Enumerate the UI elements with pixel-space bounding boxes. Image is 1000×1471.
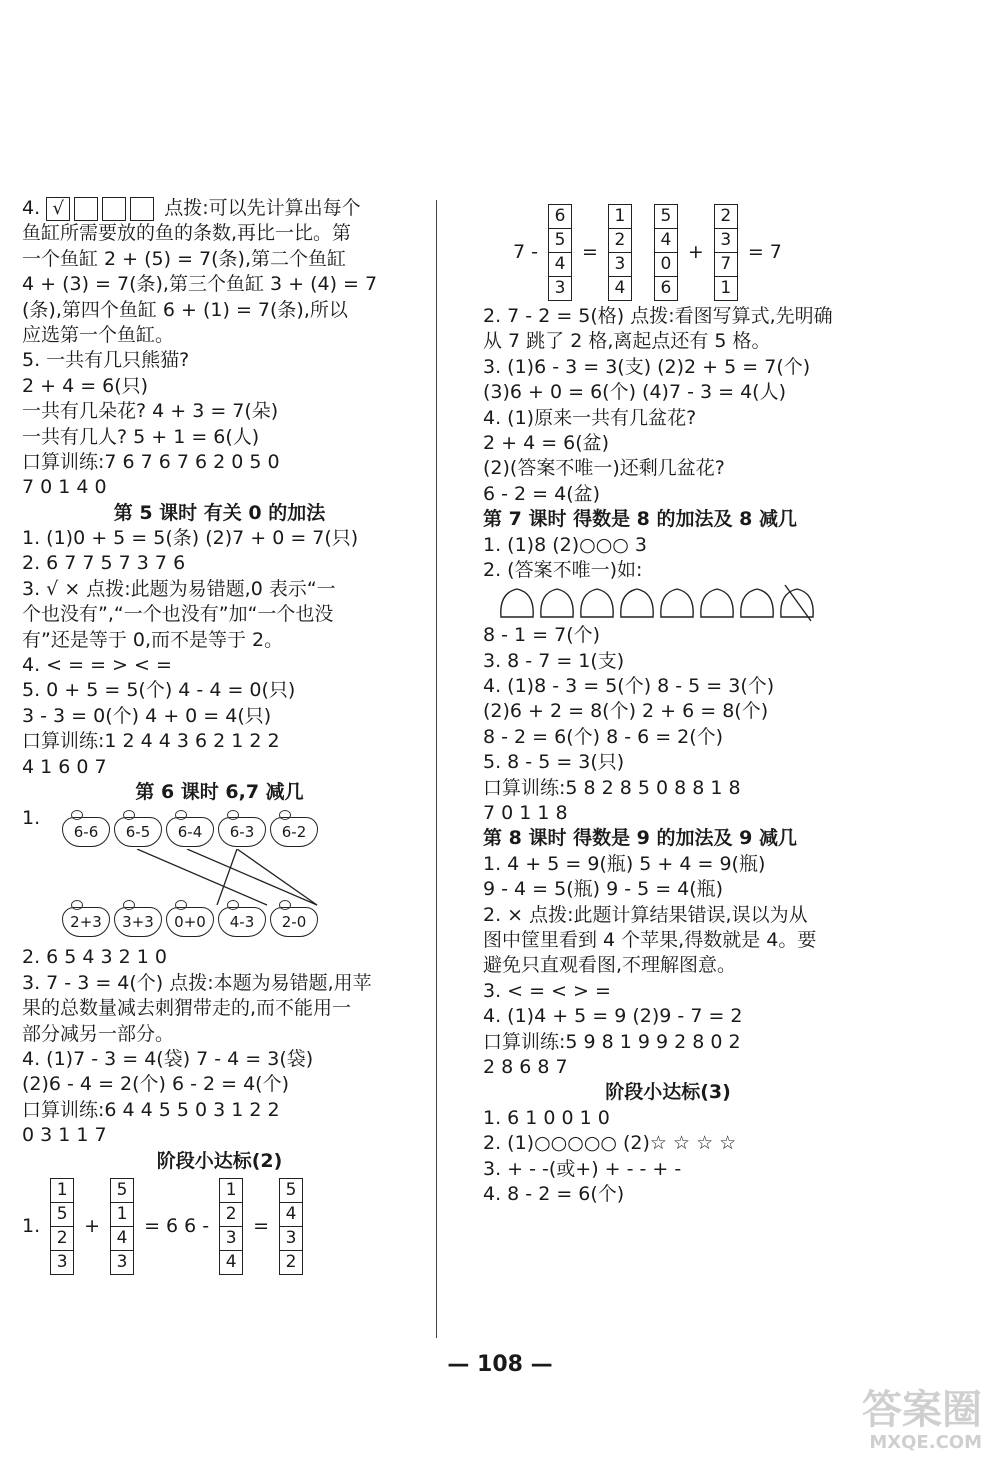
equation-suffix: = 7 [747, 241, 782, 263]
answer-line: 3. (1)6 - 3 = 3(支) (2)2 + 5 = 7(个) [483, 355, 811, 378]
answer-line: 6 - 2 = 4(盆) [483, 482, 601, 505]
answer-line: (3)6 + 0 = 6(个) (4)7 - 3 = 4(人) [483, 381, 786, 404]
mental-math-line: 7 0 1 1 8 [483, 802, 568, 825]
stage3-title: 阶段小达标(3) [605, 1081, 731, 1104]
heart-bottom-1: 2+3 [62, 907, 110, 937]
watermark-logo [862, 1388, 982, 1453]
q4-text: 点拨:可以先计算出每个 [164, 197, 361, 219]
heart-figure-label: 1. [22, 807, 41, 830]
box-cell: 1 [220, 1179, 242, 1203]
answer-line: 3 - 3 = 0(个) 4 + 0 = 4(只) [22, 704, 272, 727]
box-cell: 4 [111, 1227, 133, 1251]
answer-line: 2 + 4 = 6(只) [22, 374, 149, 397]
mental-math-line: 口算训练:5 8 2 8 5 0 8 8 1 8 [483, 776, 741, 799]
top-box-equation [483, 200, 853, 304]
answer-line: 果的总数量减去刺猬带走的,而不能用一 [22, 997, 352, 1020]
number-box-column [654, 204, 678, 301]
lesson5-title: 第 5 课时 有关 0 的加法 [113, 501, 326, 524]
heart-top-1: 6-6 [62, 817, 110, 847]
box-cell: 5 [111, 1179, 133, 1203]
mental-math-line: 4 1 6 0 7 [22, 755, 107, 778]
answer-line: 4. (1)8 - 3 = 5(个) 8 - 5 = 3(个) [483, 675, 775, 698]
heart-matching-figure [22, 805, 417, 945]
equals-sign: = [581, 241, 598, 263]
box-cell: 6 [549, 205, 571, 229]
mental-math-line: 口算训练:6 4 4 5 5 0 3 1 2 2 [22, 1098, 280, 1121]
box-cell: 1 [111, 1203, 133, 1227]
answer-line: 2. 6 5 4 3 2 1 0 [22, 946, 168, 969]
number-box-column [714, 204, 738, 301]
box-cell: 5 [280, 1179, 302, 1203]
mental-math-line: 口算训练:7 6 7 6 7 6 2 0 5 0 [22, 450, 280, 473]
answer-line: (2)6 + 2 = 8(个) 2 + 6 = 8(个) [483, 700, 769, 723]
q4-checkbox-1: √ [46, 197, 70, 221]
left-column [22, 196, 417, 1275]
box-cell: 7 [715, 253, 737, 277]
answer-line: 避免只直观看图,不理解图意。 [483, 954, 737, 977]
heart-top-5: 6-2 [270, 817, 318, 847]
q4-text: (条),第四个鱼缸 6 + (1) = 7(条),所以 [22, 298, 348, 321]
box-cell: 3 [554, 277, 566, 298]
answer-line: 从 7 跳了 2 格,离起点还有 5 格。 [483, 330, 771, 353]
box-cell: 5 [549, 229, 571, 253]
q4-checkbox-2 [74, 197, 98, 221]
box-cell: 2 [220, 1203, 242, 1227]
answer-line: 2. × 点拨:此题计算结果错误,误以为从 [483, 903, 808, 926]
box-cell: 6 [660, 277, 672, 298]
answer-line: 有”还是等于 0,而不是等于 2。 [22, 628, 284, 651]
q4-checkbox-4 [130, 197, 154, 221]
mental-math-line: 0 3 1 1 7 [22, 1124, 107, 1147]
box-cell: 3 [220, 1227, 242, 1251]
answer-line: (2)(答案不唯一)还剩几盆花? [483, 457, 725, 480]
mental-math-line: 口算训练:5 9 8 1 9 9 2 8 0 2 [483, 1030, 741, 1053]
heart-top-3: 6-4 [166, 817, 214, 847]
mental-math-line: 口算训练:1 2 4 4 3 6 2 1 2 2 [22, 730, 280, 753]
heart-bottom-2: 3+3 [114, 907, 162, 937]
heart-bottom-3: 0+0 [166, 907, 214, 937]
stage2-box-equation [22, 1178, 417, 1275]
box-cell: 4 [280, 1203, 302, 1227]
number-box-column [50, 1178, 74, 1275]
answer-line: 8 - 1 = 7(个) [483, 624, 601, 647]
lesson7-title: 第 7 课时 得数是 8 的加法及 8 减几 [483, 508, 797, 531]
heart-top-4: 6-3 [218, 817, 266, 847]
answer-line: 3. < = < > = [483, 979, 611, 1002]
q4-text: 一个鱼缸 2 + (5) = 7(条),第二个鱼缸 [22, 247, 346, 270]
box-cell: 5 [655, 205, 677, 229]
equals-sign: = [253, 1215, 270, 1238]
q4-text: 鱼缸所需要放的鱼的条数,再比一比。第 [22, 222, 352, 245]
answer-line: 1. 4 + 5 = 9(瓶) 5 + 4 = 9(瓶) [483, 852, 766, 875]
box-cell: 5 [51, 1203, 73, 1227]
lesson8-title: 第 8 课时 得数是 9 的加法及 9 减几 [483, 827, 797, 850]
q4-row [22, 196, 417, 221]
answer-line: 一共有几人? 5 + 1 = 6(人) [22, 425, 260, 448]
lesson6-title: 第 6 课时 6,7 减几 [135, 780, 304, 803]
answer-line: 5. 一共有几只熊猫? [22, 349, 190, 372]
answer-line: 2. 6 7 7 5 7 3 7 6 [22, 552, 186, 575]
equation-prefix: 7 - [513, 241, 538, 263]
q4-text: 应选第一个鱼缸。 [22, 323, 175, 346]
answer-line: 3. 8 - 7 = 1(支) [483, 649, 625, 672]
number-box-column [608, 204, 632, 301]
heart-bottom-5: 2-0 [270, 907, 318, 937]
column-divider [436, 200, 437, 1338]
mental-math-line: 2 8 6 8 7 [483, 1055, 568, 1078]
answer-line: 部分减另一部分。 [22, 1022, 175, 1045]
watermark-text: 答案圈 [862, 1387, 982, 1433]
box-cell: 2 [51, 1227, 73, 1251]
answer-line: 5. 0 + 5 = 5(个) 4 - 4 = 0(只) [22, 679, 296, 702]
right-column [483, 200, 853, 1207]
q4-label: 4. [22, 197, 41, 219]
answer-line: 3. + - -(或+) + - - + - [483, 1157, 682, 1180]
box-cell: 3 [116, 1251, 128, 1272]
number-box-column [110, 1178, 134, 1275]
box-cell: 1 [609, 205, 631, 229]
heart-bottom-4: 4-3 [218, 907, 266, 937]
answer-line: 3. 7 - 3 = 4(个) 点拨:本题为易错题,用苹 [22, 971, 372, 994]
answer-line: 9 - 4 = 5(瓶) 9 - 5 = 4(瓶) [483, 878, 724, 901]
box-cell: 2 [609, 229, 631, 253]
q4-checkbox-3 [102, 197, 126, 221]
page-number: — 108 — [447, 1352, 553, 1377]
watermark-url: MXQE.COM [869, 1432, 982, 1453]
mental-math-line: 7 0 1 4 0 [22, 476, 107, 499]
answer-line: 一共有几朵花? 4 + 3 = 7(朵) [22, 400, 279, 423]
box-cell: 1 [720, 277, 732, 298]
q4-text: 4 + (3) = 7(条),第三个鱼缸 3 + (4) = 7 [22, 273, 378, 296]
box-cell: 0 [655, 253, 677, 277]
box-cell: 3 [56, 1251, 68, 1272]
box-cell: 4 [549, 253, 571, 277]
equation-middle: = 6 6 - [144, 1215, 210, 1238]
answer-line: 4. 8 - 2 = 6(个) [483, 1182, 625, 1205]
answer-line: 2 + 4 = 6(盆) [483, 431, 610, 454]
answer-line: 1. 6 1 0 0 1 0 [483, 1106, 610, 1129]
peach-row-figure [497, 583, 857, 623]
stage2-label: 1. [22, 1215, 41, 1238]
box-cell: 4 [655, 229, 677, 253]
box-cell: 2 [285, 1251, 297, 1272]
number-box-column [219, 1178, 243, 1275]
number-box-column [548, 204, 572, 301]
answer-line: 2. 7 - 2 = 5(格) 点拨:看图写算式,先明确 [483, 305, 833, 327]
box-cell: 4 [614, 277, 626, 298]
heart-top-2: 6-5 [114, 817, 162, 847]
box-cell: 3 [280, 1227, 302, 1251]
plus-sign: + [687, 241, 704, 263]
answer-line: 4. (1)原来一共有几盆花? [483, 406, 697, 429]
answer-line: 8 - 2 = 6(个) 8 - 6 = 2(个) [483, 725, 724, 748]
box-cell: 3 [609, 253, 631, 277]
answer-line: 2. (1)○○○○○ (2)☆ ☆ ☆ ☆ [483, 1132, 737, 1155]
answer-line: 4. (1)7 - 3 = 4(袋) 7 - 4 = 3(袋) [22, 1047, 314, 1070]
answer-line: 2. (答案不唯一)如: [483, 558, 643, 581]
answer-line: 5. 8 - 5 = 3(只) [483, 751, 625, 774]
answer-line: (2)6 - 4 = 2(个) 6 - 2 = 4(个) [22, 1073, 290, 1096]
answer-line: 3. √ × 点拨:此题为易错题,0 表示“一 [22, 577, 336, 600]
answer-line: 4. (1)4 + 5 = 9 (2)9 - 7 = 2 [483, 1005, 743, 1028]
box-cell: 2 [715, 205, 737, 229]
box-cell: 4 [225, 1251, 237, 1272]
answer-line: 4. < = = > < = [22, 654, 172, 677]
box-cell: 1 [51, 1179, 73, 1203]
plus-sign: + [84, 1215, 101, 1238]
answer-line: 图中筐里看到 4 个苹果,得数就是 4。要 [483, 928, 817, 951]
answer-line: 1. (1)8 (2)○○○ 3 [483, 533, 647, 556]
box-cell: 3 [715, 229, 737, 253]
number-box-column [279, 1178, 303, 1275]
answer-line: 个也没有”,“一个也没有”加“一个也没 [22, 603, 334, 626]
answer-line: 1. (1)0 + 5 = 5(条) (2)7 + 0 = 7(只) [22, 527, 359, 550]
stage2-title: 阶段小达标(2) [156, 1149, 283, 1172]
